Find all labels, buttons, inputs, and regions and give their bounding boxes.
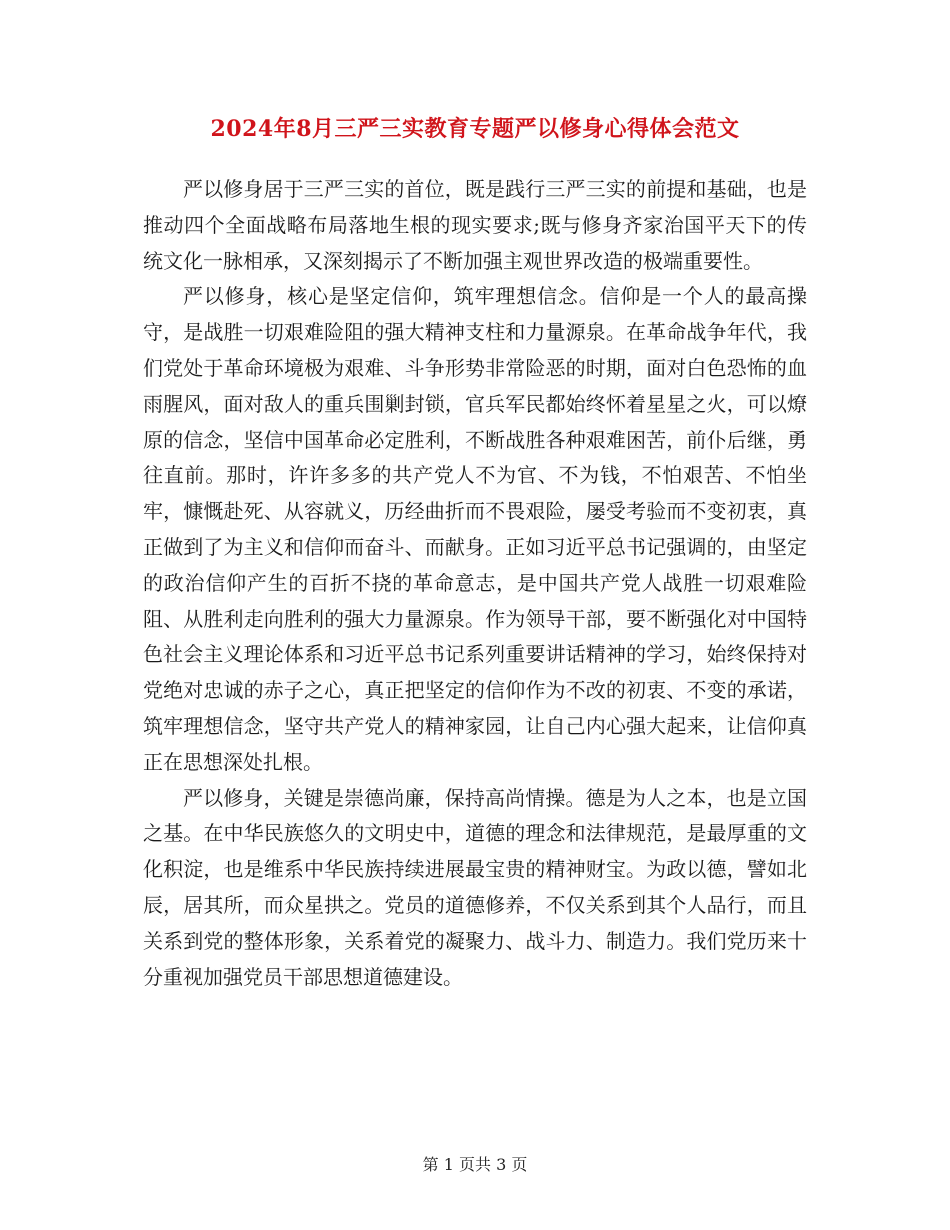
page-number-footer: 第 1 页共 3 页 xyxy=(422,1155,528,1174)
paragraph-1: 严以修身居于三严三实的首位，既是践行三严三实的前提和基础，也是推动四个全面战略布局落地生根的现实要求;既与修身齐家治国平天下的传统文化一脉相承，又深刻揭示了不断加强主观世界改造的极端重要性。 xyxy=(143,177,807,273)
paragraph-2: 严以修身，核心是坚定信仰，筑牢理想信念。信仰是一个人的最高操守，是战胜一切艰难险阻的强大精神支柱和力量源泉。在革命战争年代，我们党处于革命环境极为艰难、斗争形势非常险恶的时期，面对白色恐怖的血雨腥风，面对敌人的重兵围剿封锁，官兵军民都始终怀着星星之火，可以燎原的信念，坚信中国革命必定胜利，不断战胜各种艰难困苦，前仆后继，勇往直前。那时，许许多多的共产党人不为官、不为钱，不怕艰苦、不怕坐牢，慷慨赴死、从容就义，历经曲折而不畏艰险，屡受考验而不变初衷，真正做到了为主义和信仰而奋斗、而献身。正如习近平总书记强调的，由坚定的政治信仰产生的百折不挠的革命意志，是中国共产党人战胜一切艰难险阻、从胜利走向胜利的强大力量源泉。作为领导干部，要不断强化对中国特色社会主义理论体系和习近平总书记系列重要讲话精神的学习，始终保持对党绝对忠诚的赤子之心，真正把坚定的信仰作为不改的初衷、不变的承诺，筑牢理想信念，坚守共产党人的精神家园，让自己内心强大起来，让信仰真正在思想深处扎根。 xyxy=(143,284,807,774)
document-title: 2024年8月三严三实教育专题严以修身心得体会范文 xyxy=(210,116,740,142)
document-body xyxy=(143,172,807,995)
paragraph-3: 严以修身，关键是崇德尚廉，保持高尚情操。德是为人之本，也是立国之基。在中华民族悠久的文明史中，道德的理念和法律规范，是最厚重的文化积淀，也是维系中华民族持续进展最宝贵的精神财宝。为政以德，譬如北辰，居其所，而众星拱之。党员的道德修养，不仅关系到其个人品行，而且关系到党的整体形象，关系着党的凝聚力、战斗力、制造力。我们党历来十分重视加强党员干部思想道德建设。 xyxy=(143,785,807,989)
